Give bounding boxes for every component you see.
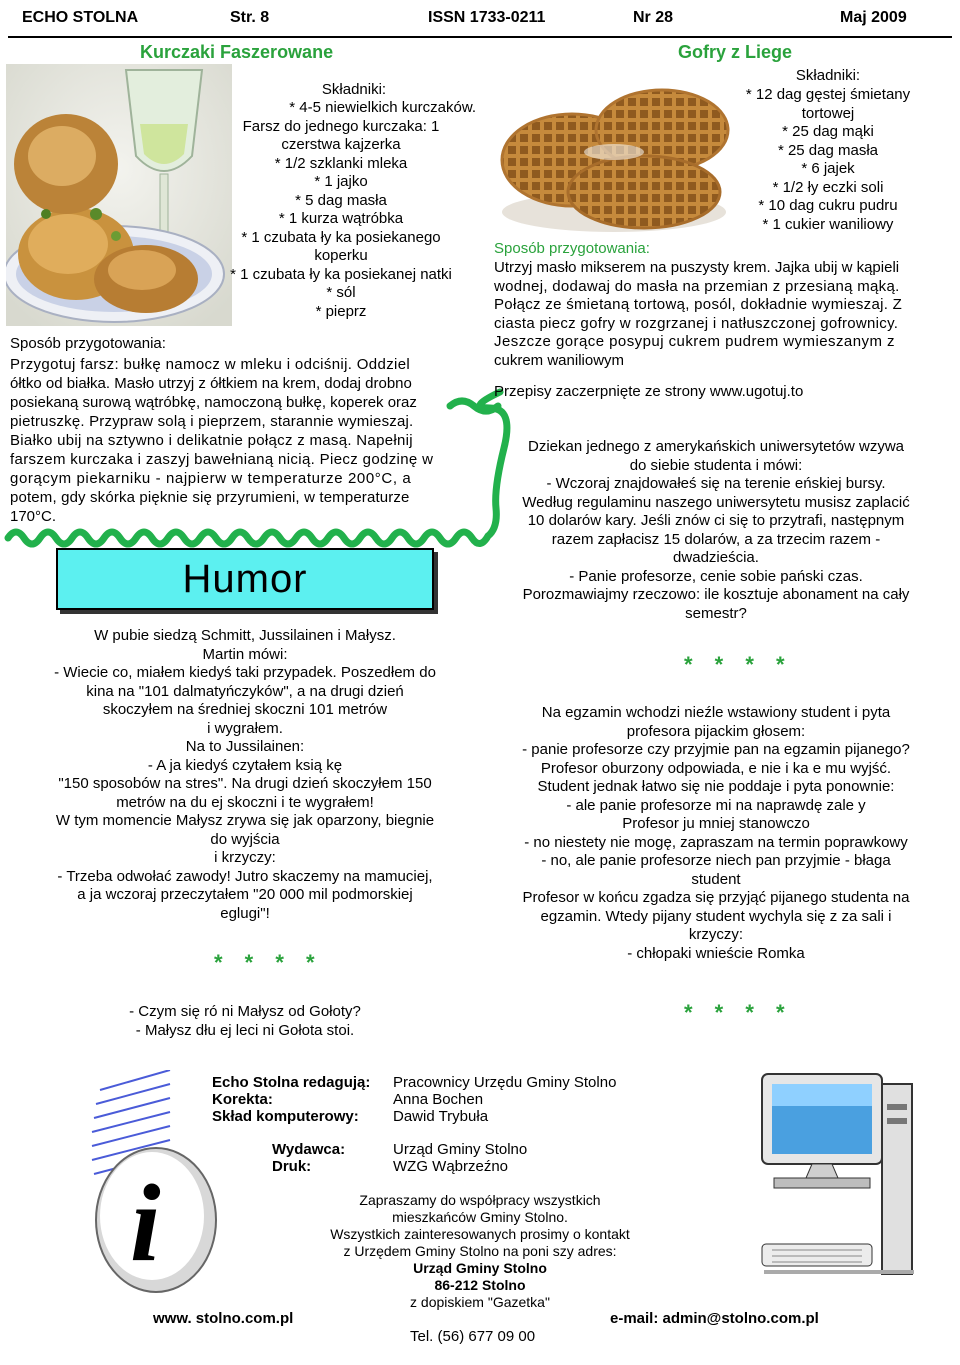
issue-date: Maj 2009 bbox=[840, 9, 907, 26]
editors-value: Pracownicy Urzędu Gminy Stolno bbox=[393, 1074, 617, 1091]
joke-line: krzyczy: bbox=[688, 926, 744, 943]
joke-line: eglugi"! bbox=[220, 904, 270, 922]
joke-line: - Panie profesorze, cenie sobie pański czas. bbox=[569, 567, 863, 585]
joke-line: metrów na du ej skoczni i te wygrałem! bbox=[116, 793, 374, 811]
ingredient: Farsz do jednego kurczaka: 1 bbox=[242, 117, 440, 135]
method-line: farszem kurczaka i zaszyj bawełnianą nicią. Piecz godzinę w bbox=[10, 451, 434, 468]
joke-line: Profesor w końcu zgadza się przyjąć pijanego studenta na bbox=[522, 889, 910, 906]
page-number: Str. 8 bbox=[230, 9, 270, 26]
proofreading-label: Korekta: bbox=[212, 1091, 273, 1108]
page-header bbox=[0, 0, 960, 40]
joke-line: skoczyłem na średniej skoczni 101 metrów bbox=[102, 701, 388, 718]
ingredient: * 5 dag masła bbox=[295, 191, 387, 209]
joke-line: - Trzeba odwołać zawody! Jutro skaczemy na mamuciej, bbox=[57, 867, 433, 885]
method-line: potem, gdy skórka pięknie się przyrumieni, w temperaturze bbox=[10, 489, 410, 506]
ingredient: tortowej bbox=[801, 104, 855, 122]
right-ingredients-label: Składniki: bbox=[795, 67, 861, 84]
info-letter: i bbox=[130, 1162, 161, 1284]
ingredient: * sól bbox=[326, 284, 356, 301]
print-value: WZG Wąbrzeźno bbox=[393, 1158, 509, 1175]
joke-line: - no niestety nie mogę, zapraszam na termin poprawkowy bbox=[524, 833, 908, 851]
ingredient: czerstwa kajzerka bbox=[281, 136, 401, 153]
ingredient: * 12 dag gęstej śmietany bbox=[745, 86, 911, 103]
left-ingredients-list bbox=[196, 99, 486, 321]
left-ingredients-label: Składniki: bbox=[321, 81, 387, 98]
ingredient: * 25 dag masła bbox=[777, 141, 879, 159]
method-line: Białko ubij na sztywno i delikatnie połącz z masą. Napełnij bbox=[10, 432, 413, 449]
method-line: cukrem waniliowym bbox=[494, 351, 625, 369]
joke-line: - Małysz dłu ej leci ni Gołota stoi. bbox=[135, 1021, 355, 1039]
recipe-source: Przepisy zaczerpnięte ze strony www.ugotuj.to bbox=[494, 383, 804, 400]
ingredient: * 4-5 niewielkich kurczaków. bbox=[289, 99, 476, 116]
paper-name: ECHO STOLNA bbox=[22, 9, 139, 26]
ingredient: * 1/2 szklanki mleka bbox=[274, 154, 408, 172]
method-line: 170°C. bbox=[10, 508, 57, 525]
joke-line: - Czym się ró ni Małysz od Gołoty? bbox=[129, 1003, 361, 1020]
computer-icon bbox=[752, 1064, 918, 1304]
invite-line: mieszkańców Gminy Stolno. bbox=[392, 1209, 568, 1225]
publisher-value: Urząd Gminy Stolno bbox=[393, 1141, 528, 1158]
right-ingredients-list bbox=[728, 86, 928, 234]
left-method-label: Sposób przygotowania: bbox=[10, 335, 166, 352]
joke-2 bbox=[60, 1003, 430, 1040]
publisher-label: Wydawca: bbox=[272, 1141, 346, 1158]
humor-banner bbox=[56, 548, 434, 610]
invite-line: z Urzędem Gminy Stolno na poni szy adres: bbox=[343, 1243, 617, 1259]
issue-number: Nr 28 bbox=[633, 9, 674, 26]
joke-line: do siebie studenta i mówi: bbox=[629, 456, 803, 474]
method-line: ciasta piecz gofry w rozgrzanej i natłuszczonej gofrownicy. bbox=[494, 314, 899, 332]
joke-line: Dziekan jednego z amerykańskich uniwersytetów wzywa bbox=[528, 438, 904, 455]
joke-line: W pubie siedzą Schmitt, Jussilainen i Małysz. bbox=[94, 627, 396, 644]
ingredient: * 6 jajek bbox=[801, 160, 855, 177]
ingredient: * 1 czubata ły ka posiekanej natki bbox=[230, 265, 452, 283]
joke-line: - panie profesorze czy przyjmie pan na egzamin pijanego? bbox=[522, 741, 910, 758]
separator-stars: * * * * bbox=[684, 1000, 793, 1025]
joke-line: Na to Jussilainen: bbox=[185, 738, 305, 755]
joke-line: - A ja kiedyś czytałem ksią kę bbox=[147, 756, 343, 774]
header-divider bbox=[8, 36, 952, 38]
joke-line: W tym momencie Małysz zrywa się jak oparzony, biegnie bbox=[55, 812, 435, 829]
ingredient: * 25 dag mąki bbox=[782, 123, 874, 140]
ingredient: * 1 cukier waniliowy bbox=[762, 215, 894, 233]
separator-stars: * * * * bbox=[684, 652, 793, 677]
method-line: ółtko od białka. Masło utrzyj z ółtkiem na krem, dodaj drobno bbox=[10, 375, 412, 392]
phone-number: Tel. (56) 677 09 00 bbox=[410, 1328, 536, 1345]
humor-heading: Humor bbox=[182, 557, 308, 601]
joke-line: i krzyczy: bbox=[214, 849, 276, 866]
method-line: gorącym piekarniku - najpierw w temperaturze 200°C, a bbox=[10, 470, 412, 487]
invite-line: Zapraszamy do współpracy wszystkich bbox=[359, 1192, 601, 1208]
left-recipe-title: Kurczaki Faszerowane bbox=[140, 42, 334, 62]
right-method-label: Sposób przygotowania: bbox=[494, 240, 650, 257]
typesetting-value: Dawid Trybuła bbox=[393, 1108, 489, 1125]
joke-line: razem zapłacisz 15 dolarów, a za trzecim razem - bbox=[551, 530, 881, 548]
invite-line: Wszystkich zainteresowanych prosimy o kontakt bbox=[330, 1226, 630, 1242]
joke-line: - chłopaki wnieście Romka bbox=[627, 944, 805, 962]
joke-line: - Wczoraj znajdowałeś się na terenie eńskiej bursy. bbox=[546, 475, 886, 492]
ingredient: * 1 jajko bbox=[314, 173, 368, 190]
joke-line: 10 dolarów kary. Jeśli znów ci się to przytrafi, następnym bbox=[527, 512, 905, 529]
method-line: Połącz ze śmietaną tortową, posól, dokładnie wymieszaj. Z bbox=[494, 296, 903, 313]
ingredient: * pieprz bbox=[315, 302, 367, 320]
address-city: 86-212 Stolno bbox=[434, 1277, 526, 1293]
address-name: Urząd Gminy Stolno bbox=[413, 1260, 547, 1276]
joke-1 bbox=[20, 627, 470, 923]
method-line: Jeszcze gorące posypuj cukrem pudrem wymieszanym z bbox=[494, 333, 895, 350]
joke-line: i wygrałem. bbox=[207, 719, 283, 737]
address-note: z dopiskiem "Gazetka" bbox=[410, 1294, 550, 1310]
proofreading-value: Anna Bochen bbox=[393, 1091, 484, 1108]
method-line: wodnej, dodawaj do masła na przemian z przesianą mąką. bbox=[494, 277, 900, 295]
joke-line: Według regulaminu naszego uniwersytetu musisz zaplacić bbox=[522, 493, 910, 511]
joke-line: profesora pijackim głosem: bbox=[626, 722, 806, 740]
info-icon bbox=[90, 1070, 220, 1300]
method-line: Utrzyj masło mikserem na puszysty krem. Jajka ubij w kąpieli bbox=[494, 259, 900, 276]
joke-line: Martin mówi: bbox=[202, 645, 288, 663]
ingredient: * 1 czubata ły ka posiekanego bbox=[241, 228, 441, 246]
joke-line: dwadzieścia. bbox=[673, 549, 759, 566]
joke-line: - ale panie profesorze mi na naprawdę zale y bbox=[566, 796, 866, 814]
method-line: Przygotuj farsz: bułkę namocz w mleku i odciśnij. Oddziel bbox=[10, 356, 411, 373]
joke-line: student bbox=[691, 870, 741, 888]
ingredient: * 1/2 ły eczki soli bbox=[772, 178, 884, 196]
joke-line: - Wiecie co, miałem kiedyś taki przypadek. Poszedłem do bbox=[54, 664, 436, 681]
joke-line: do wyjścia bbox=[210, 830, 280, 848]
editors-label: Echo Stolna redagują: bbox=[212, 1074, 371, 1091]
invitation bbox=[280, 1192, 680, 1311]
right-recipe-title: Gofry z Liege bbox=[678, 42, 793, 62]
joke-line: Profesor oburzony odpowiada, e nie i ka e mu wyjść. bbox=[540, 759, 892, 777]
email-link[interactable]: e-mail: admin@stolno.com.pl bbox=[610, 1310, 819, 1327]
right-method-text bbox=[494, 259, 950, 370]
website-link[interactable]: www. stolno.com.pl bbox=[153, 1310, 294, 1327]
joke-4 bbox=[486, 704, 946, 963]
joke-line: egzamin. Wtedy pijany student wychyla się z za sali i bbox=[540, 907, 892, 925]
joke-line: kina na "101 dalmatyńczyków", a na drugi dzień bbox=[86, 682, 404, 700]
separator-stars: * * * * bbox=[214, 950, 323, 975]
joke-3 bbox=[486, 438, 946, 623]
ingredient: koperku bbox=[314, 247, 368, 264]
wavy-divider bbox=[0, 388, 520, 548]
method-line: pietruszkę. Przypraw solą i pieprzem, starannie wymieszaj. bbox=[10, 413, 414, 430]
waffles-image bbox=[494, 72, 736, 236]
print-label: Druk: bbox=[272, 1158, 312, 1175]
ingredient: * 10 dag cukru pudru bbox=[758, 197, 898, 214]
joke-line: "150 sposobów na stres". Na drugi dzień skoczyłem 150 bbox=[58, 775, 432, 792]
method-line: posiekaną surową wątróbkę, namoczoną bułkę, koperek oraz bbox=[10, 394, 417, 411]
joke-line: Profesor ju mniej stanowczo bbox=[622, 815, 810, 832]
joke-line: semestr? bbox=[685, 604, 747, 622]
joke-line: - no, ale panie profesorze niech pan przyjmie - błaga bbox=[541, 852, 891, 869]
joke-line: Porozmawiajmy rzeczowo: ile kosztuje abonament na cały bbox=[522, 586, 910, 603]
ingredient: * 1 kurza wątróbka bbox=[278, 210, 404, 227]
issn: ISSN 1733-0211 bbox=[428, 9, 546, 26]
joke-line: a ja wczoraj przeczytałem "20 000 mil podmorskiej bbox=[77, 886, 413, 903]
joke-line: Student jednak łatwo się nie poddaje i pyta ponownie: bbox=[537, 778, 895, 795]
joke-line: Na egzamin wchodzi nieźle wstawiony student i pyta bbox=[541, 704, 891, 721]
typesetting-label: Skład komputerowy: bbox=[212, 1108, 359, 1125]
